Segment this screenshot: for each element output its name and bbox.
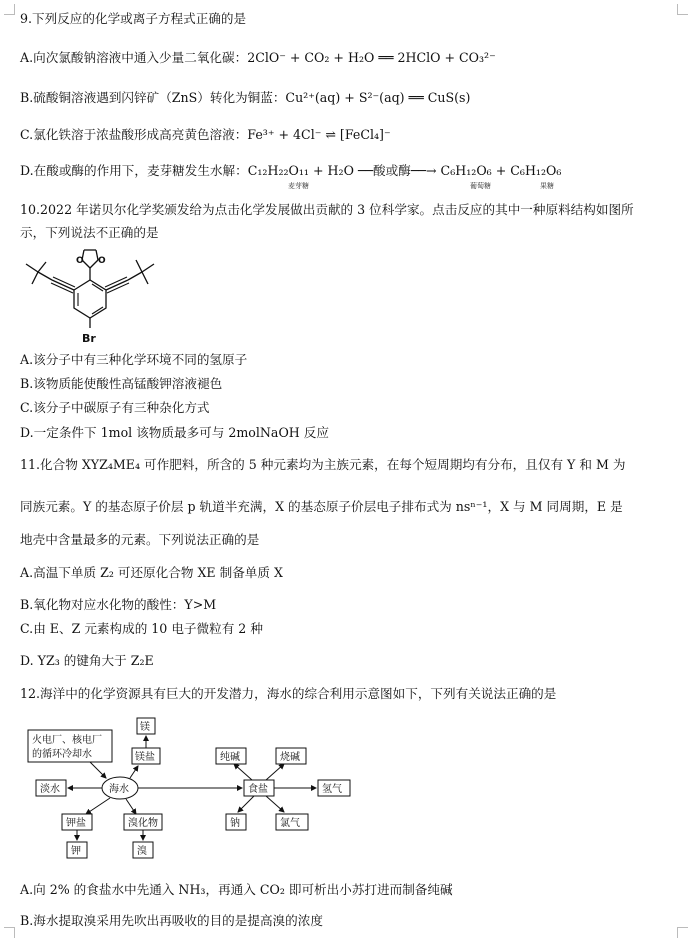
node-sodium: 钠	[230, 818, 240, 829]
node-hydrogen: 氢气	[322, 784, 342, 795]
node-power-plant-line2: 的循环冷却水	[32, 749, 92, 760]
q9-d-sublabel-maltose: 麦芽糖	[288, 182, 309, 190]
q12-option-a: A.向 2% 的食盐水中先通入 NH₃，再通入 CO₂ 即可析出小苏打进而制备纯碱	[20, 882, 453, 897]
node-bromine: 溴	[137, 846, 147, 857]
q10-molecule-structure	[20, 246, 170, 346]
bromine-label: Br	[82, 332, 96, 345]
page-corner-mark	[677, 4, 688, 15]
q11-option-b: B.氧化物对应水化物的酸性：Y>M	[20, 597, 217, 612]
q9-stem: 9.下列反应的化学或离子方程式正确的是	[20, 11, 247, 26]
node-caustic-soda: 烧碱	[280, 752, 300, 763]
q12-option-b: B.海水提取溴采用先吹出再吸收的目的是提高溴的浓度	[20, 913, 323, 928]
q11-option-c: C.由 E、Z 元素构成的 10 电子微粒有 2 种	[20, 621, 263, 636]
node-chlorine: 氯气	[280, 818, 300, 829]
node-potassium: 钾	[71, 846, 81, 857]
q9-option-c: C.氯化铁溶于浓盐酸形成高亮黄色溶液：Fe³⁺ + 4Cl⁻ ⇌ [FeCl₄]⁻	[20, 127, 391, 142]
q9-option-d: D.在酸或酶的作用下，麦芽糖发生水解：C₁₂H₂₂O₁₁ + H₂O ──酸或酶──→ C₆H₁₂O₆ + C₆H₁₂O₆	[20, 163, 562, 178]
q11-stem-line2: 同族元素。Y 的基态原子价层 p 轨道半充满，X 的基态原子价层电子排布式为 nsⁿ⁻¹，X 与 M 同周期，E 是	[20, 499, 623, 514]
svg-text:O: O	[76, 256, 84, 266]
q11-option-a: A.高温下单质 Z₂ 可还原化合物 XE 制备单质 X	[20, 565, 283, 580]
q11-option-d: D. YZ₃ 的键角大于 Z₂E	[20, 653, 154, 668]
page-corner-mark	[677, 927, 688, 938]
q9-d-sublabel-fructose: 果糖	[540, 182, 554, 190]
node-soda-ash: 纯碱	[220, 752, 240, 763]
node-magnesium-salt: 镁盐	[135, 752, 155, 763]
q9-option-b: B.硫酸铜溶液遇到闪锌矿（ZnS）转化为铜蓝：Cu²⁺(aq) + S²⁻(aq) ══ CuS(s)	[20, 90, 471, 105]
q12-stem: 12.海洋中的化学资源具有巨大的开发潜力，海水的综合利用示意图如下，下列有关说法正确的是	[20, 686, 557, 701]
page-corner-mark	[4, 4, 15, 15]
node-table-salt: 食盐	[248, 784, 268, 795]
page-corner-mark	[4, 927, 15, 938]
node-magnesium: 镁	[140, 722, 150, 733]
q11-stem-line3: 地壳中含量最多的元素。下列说法正确的是	[20, 532, 260, 547]
node-bromide: 溴化物	[128, 818, 158, 829]
q10-stem-line2: 示，下列说法不正确的是	[20, 225, 159, 240]
q11-stem-line1: 11.化合物 XYZ₄ME₄ 可作肥料，所含的 5 种元素均为主族元素，在每个短周期均有分布，且仅有 Y 和 M 为	[20, 457, 626, 472]
q12-seawater-diagram	[20, 710, 360, 865]
q10-option-d: D.一定条件下 1mol 该物质最多可与 2molNaOH 反应	[20, 425, 329, 440]
q10-option-a: A.该分子中有三种化学环境不同的氢原子	[20, 352, 248, 367]
q10-option-b: B.该物质能使酸性高锰酸钾溶液褪色	[20, 376, 223, 391]
q10-stem-line1: 10.2022 年诺贝尔化学奖颁发给为点击化学发展做出贡献的 3 位科学家。点击反应的其中一种原料结构如图所	[20, 202, 634, 217]
q10-option-c: C.该分子中碳原子有三种杂化方式	[20, 400, 210, 415]
node-fresh-water: 淡水	[40, 784, 60, 795]
q9-d-sublabel-glucose: 葡萄糖	[470, 182, 491, 190]
node-power-plant-line1: 火电厂、核电厂	[32, 735, 102, 746]
node-seawater: 海水	[109, 784, 129, 795]
svg-text:O: O	[98, 256, 106, 266]
q9-option-a: A.向次氯酸钠溶液中通入少量二氧化碳：2ClO⁻ + CO₂ + H₂O ══ 2HClO + CO₃²⁻	[20, 50, 496, 65]
node-potassium-salt: 钾盐	[66, 818, 86, 829]
